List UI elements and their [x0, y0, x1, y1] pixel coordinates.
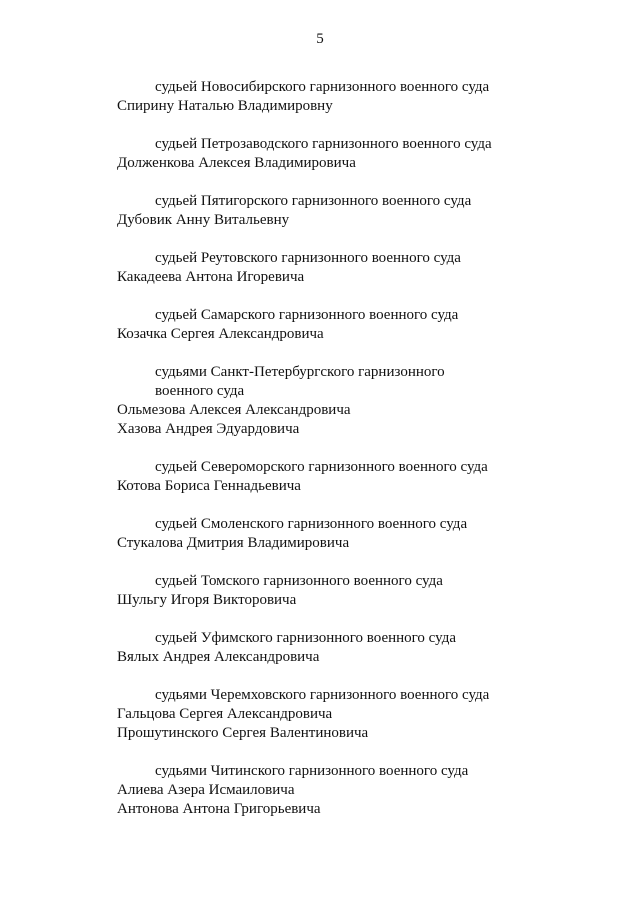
- court-heading-line: судьей Североморского гарнизонного военного суда: [155, 459, 488, 475]
- court-heading-line: судьями Санкт-Петербургского гарнизонного: [155, 364, 445, 380]
- court-heading-line: судьей Петрозаводского гарнизонного военного суда: [155, 136, 492, 152]
- judge-name: Спирину Наталью Владимировну: [117, 98, 333, 114]
- judge-name: Котова Бориса Геннадьевича: [117, 478, 301, 494]
- judge-name: Ольмезова Алексея Александровича: [117, 402, 351, 418]
- court-heading-line: судьей Смоленского гарнизонного военного суда: [155, 516, 468, 532]
- appointment-entry: [117, 686, 537, 743]
- appointment-list: [117, 78, 537, 838]
- appointment-entry: [117, 306, 537, 344]
- court-heading-line: судьей Реутовского гарнизонного военного суда: [155, 250, 461, 266]
- court-heading-line: судьей Уфимского гарнизонного военного суда: [155, 630, 456, 646]
- court-heading-line: судьей Новосибирского гарнизонного военного суда: [155, 79, 490, 95]
- judge-name: Долженкова Алексея Владимировича: [117, 155, 356, 171]
- appointment-entry: [117, 629, 537, 667]
- judge-name: Стукалова Дмитрия Владимировича: [117, 535, 350, 551]
- judge-name: Прошутинского Сергея Валентиновича: [117, 725, 369, 741]
- court-heading-line: судьей Самарского гарнизонного военного суда: [155, 307, 459, 323]
- appointment-entry: [117, 762, 537, 819]
- appointment-entry: [117, 515, 537, 553]
- judge-name: Дубовик Анну Витальевну: [117, 212, 290, 228]
- judge-name: Какадеева Антона Игоревича: [117, 269, 305, 285]
- judge-name: Антонова Антона Григорьевича: [117, 801, 321, 817]
- appointment-entry: [117, 78, 537, 116]
- appointment-entry: [117, 249, 537, 287]
- judge-name: Козачка Сергея Александровича: [117, 326, 324, 342]
- court-heading-line: судьями Черемховского гарнизонного военного суда: [155, 687, 490, 703]
- court-heading-line: судьями Читинского гарнизонного военного суда: [155, 763, 469, 779]
- judge-name: Алиева Азера Исмаиловича: [117, 782, 295, 798]
- court-heading-line: судьей Томского гарнизонного военного суда: [155, 573, 443, 589]
- court-heading-line: военного суда: [155, 383, 245, 399]
- court-heading-line: судьей Пятигорского гарнизонного военного суда: [155, 193, 472, 209]
- judge-name: Хазова Андрея Эдуардовича: [117, 421, 300, 437]
- judge-name: Гальцова Сергея Александровича: [117, 706, 333, 722]
- appointment-entry: [117, 135, 537, 173]
- page-number: 5: [316, 31, 324, 47]
- judge-name: Шульгу Игоря Викторовича: [117, 592, 297, 608]
- appointment-entry: [117, 458, 537, 496]
- judge-name: Вялых Андрея Александровича: [117, 649, 320, 665]
- appointment-entry: [117, 363, 537, 439]
- appointment-entry: [117, 192, 537, 230]
- appointment-entry: [117, 572, 537, 610]
